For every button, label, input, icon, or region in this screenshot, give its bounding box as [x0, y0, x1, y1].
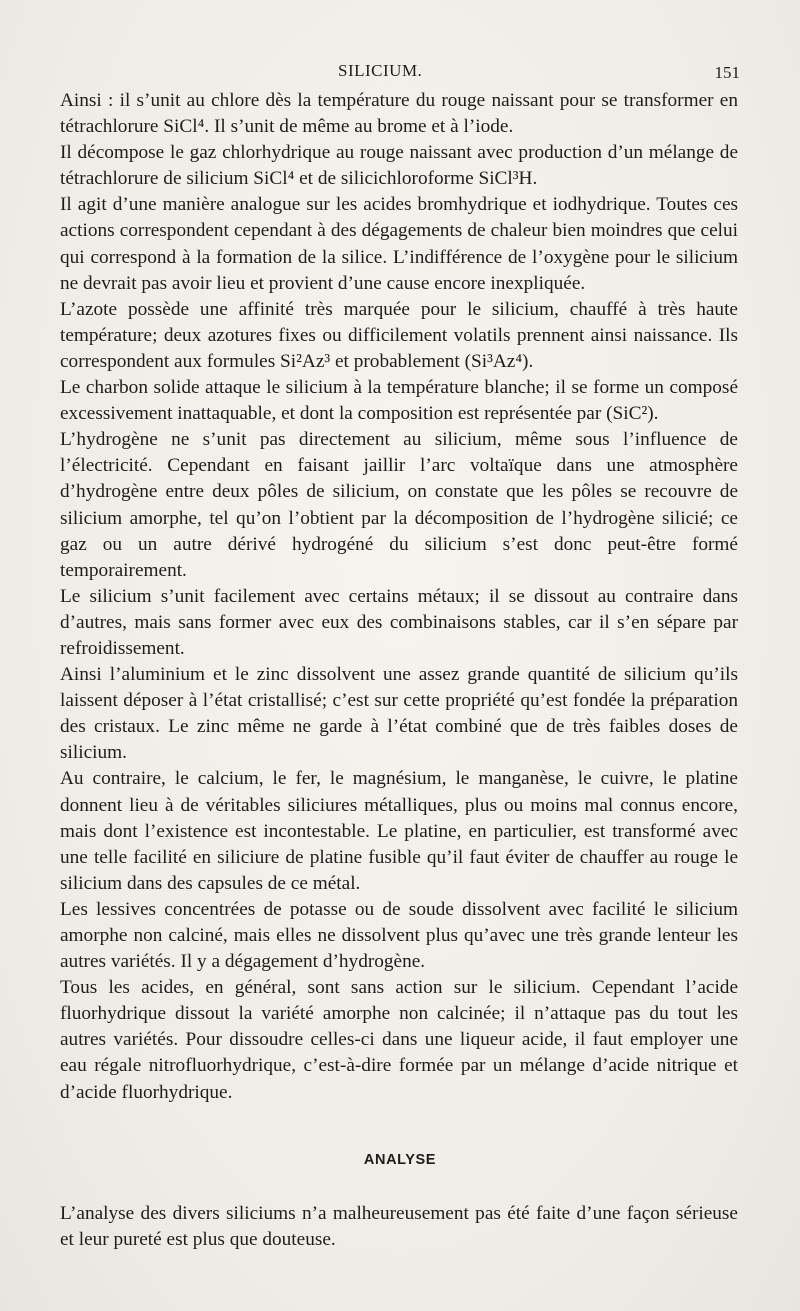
paragraph: Il agit d’une manière analogue sur les acides bromhydrique et iodhydrique. Toutes ces actions correspondent cependant à des dégagements de chaleur bien moindres que celui qui correspond à la formation de la silice. L’indifférence de l’oxygène pour le silicium ne devrait pas avoir lieu et provient d’une cause encore inexpliquée.: [60, 194, 738, 294]
paragraph: Le silicium s’unit facilement avec certains métaux; il se dissout au contraire dans d’autres, mais sans former avec eux des combinaisons stables, car il s’en sépare par refroidissement.: [60, 585, 738, 659]
paragraph: L’hydrogène ne s’unit pas directement au silicium, même sous l’influence de l’électricité. Cependant en faisant jaillir l’arc voltaïque dans une atmosphère d’hydrogène entre deux pôles de silicium, on constate que les pôles se recouvre de silicium amorphe, tel qu’on l’obtient par la décomposition de l’hydrogène silicié; ce gaz ou un autre dérivé hydrogéné du silicium s’est donc peut-être formé temporairement.: [60, 429, 738, 581]
paragraph: Ainsi l’aluminium et le zinc dissolvent une assez grande quantité de silicium qu’ils laissent déposer à l’état cristallisé; c’est sur cette propriété qu’est fondée la préparation des cristaux. Le zinc même ne garde à l’état combiné que de très faibles doses de silicium.: [60, 664, 738, 764]
page-number: 151: [714, 63, 740, 82]
running-title: SILICIUM.: [338, 61, 423, 80]
body-text: [60, 88, 738, 1106]
paragraph: Ainsi : il s’unit au chlore dès la température du rouge naissant pour se transformer en tétrachlorure SiCl⁴. Il s’unit de même au brome et à l’iode.: [60, 90, 738, 138]
paragraph: L’analyse des divers siliciums n’a malheureusement pas été faite d’une façon sérieuse et leur pureté est plus que douteuse.: [60, 1203, 738, 1251]
paragraph: Le charbon solide attaque le silicium à la température blanche; il se forme un composé excessivement inattaquable, et dont la composition est représentée par (SiC²).: [60, 377, 738, 425]
paragraph: Il décompose le gaz chlorhydrique au rouge naissant avec production d’un mélange de tétrachlorure de silicium SiCl⁴ et de silicichloroforme SiCl³H.: [60, 142, 738, 190]
paragraph: Les lessives concentrées de potasse ou de soude dissolvent avec facilité le silicium amorphe non calciné, mais elles ne dissolvent plus qu’avec une très grande lenteur les autres variétés. Il y a dégagement d’hydrogène.: [60, 898, 738, 973]
section-heading: ANALYSE: [363, 1152, 437, 1168]
paragraph: Au contraire, le calcium, le fer, le magnésium, le manganèse, le cuivre, le platine donnent lieu à de véritables siliciures métalliques, plus ou moins mal connus encore, mais dont l’existence est incontestable. Le platine, en particulier, est transformé avec une telle facilité en siliciure de platine fusible qu’il faut éviter de chauffer au rouge le silicium dans des capsules de ce métal.: [60, 768, 738, 894]
paragraph: L’azote possède une affinité très marquée pour le silicium, chauffé à très haute température; deux azotures fixes ou difficilement volatils prennent ainsi naissance. Ils correspondent aux formules Si²Az³ et probablement (Si³Az⁴).: [60, 298, 738, 372]
paragraph: Tous les acides, en général, sont sans action sur le silicium. Cependant l’acide fluorhydrique dissout la variété amorphe non calcinée; il n’attaque pas du tout les autres variétés. Pour dissoudre celles-ci dans une liqueur acide, il faut employer une eau régale nitrofluorhydrique, c’est-à-dire formée par un mélange d’acide nitrique et d’acide fluorhydrique.: [60, 977, 738, 1103]
section-body: [60, 1201, 738, 1253]
